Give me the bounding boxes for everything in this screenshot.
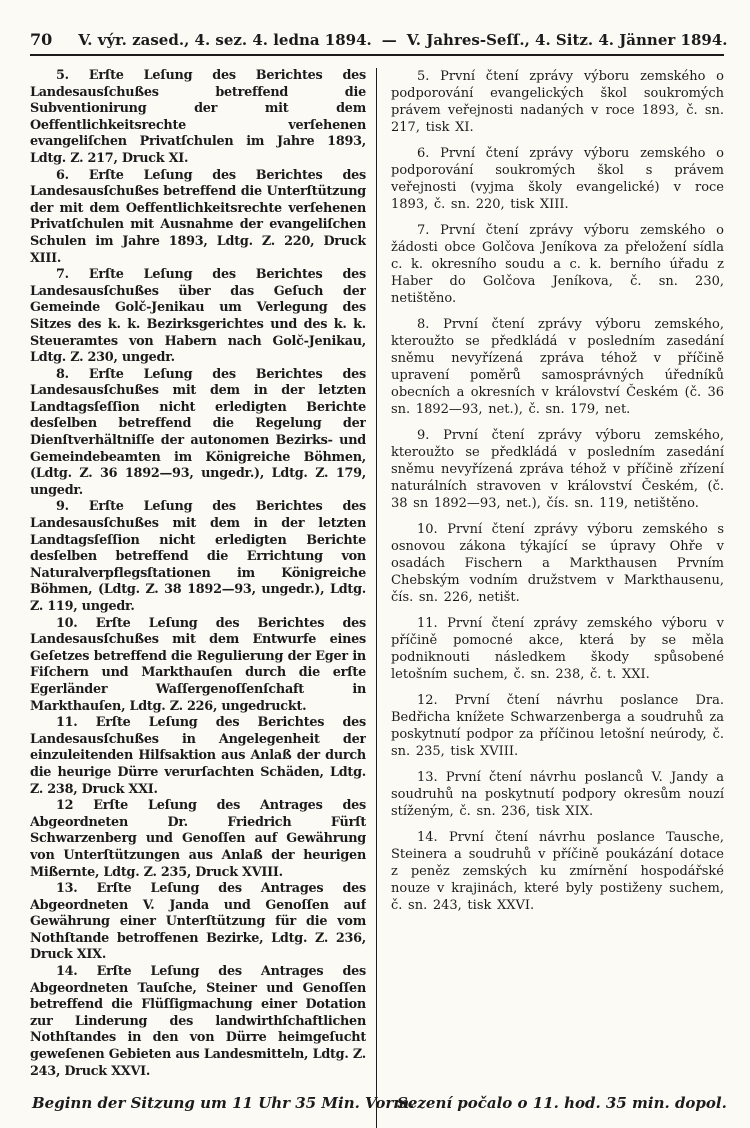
agenda-item-cs-7: 7. První čtení zprávy výboru zemského o žádosti obce Golčova Jeníkova za přeložení sídla c. k. okresního soudu a c. k. berního úřadu z Haber do Golčova Jeníkova, č. sn. 230, netištěno.	[391, 223, 724, 306]
agenda-item-cs-6: 6. První čtení zprávy výboru zemského o podporování soukromých škol s právem veřejnosti (vyjma školy evangelické) v roce 1893, č. sn. 220, tisk XIII.	[391, 146, 724, 212]
header-rule	[30, 54, 724, 56]
running-head	[30, 30, 728, 49]
agenda-item-cs-11: 11. První čtení zprávy zemského výboru v příčině pomocné akce, která by se měla podniknouti následkem škody spůsobené letošním suchem, č. sn. 238, č. t. XXI.	[391, 616, 724, 682]
session-start-czech: Sezení počalo o 11. hod. 35 min. dopol.	[397, 1094, 727, 1113]
running-head-german: V. Jahres-Seſſ., 4. Sitz. 4. Jänner 1894.	[406, 31, 728, 49]
agenda-item-cs-8: 8. První čtení zprávy výboru zemského, kteroužto se předkládá v posledním zasedání sněmu nevyřízená zpráva téhož v příčině upravení poměrů samosprávných úředníků obecních a okresních v království Českém (č. 36 sn. 1892—93, net.), č. sn. 179, net.	[391, 317, 724, 417]
agenda-item-de-12: 12 Erſte Leſung des Antrages des Abgeordneten Dr. Friedrich Fürſt Schwarzenberg und Genoſſen auf Gewährung von Unterſtützungen aus Anlaß der heurigen Mißernte, Ldtg. Z. 235, Druck XVIII.	[30, 798, 366, 880]
agenda-item-de-10: 10. Erſte Leſung des Berichtes des Landesausſchußes mit dem Entwurfe eines Geſetzes betreffend die Regulierung der Eger in Fiſchern und Markthauſen durch die erſte Egerländer Waſſergenoſſenſchaft in Markthauſen, Ldtg. Z. 226, ungedruckt.	[30, 615, 366, 714]
agenda-item-de-13: 13. Erſte Leſung des Antrages des Abgeordneten V. Janda und Genoſſen auf Gewährung einer Unterſtützung für die vom Nothſtande betroffenen Bezirke, Ldtg. Z. 236, Druck XIX.	[30, 881, 366, 963]
agenda-item-cs-13: 13. První čtení návrhu poslanců V. Jandy a soudruhů na poskytnutí podpory okresům nouzí stíženým, č. sn. 236, tisk XIX.	[391, 770, 724, 819]
agenda-item-cs-10: 10. První čtení zprávy výboru zemského s osnovou zákona týkající se úpravy Ohře v osadách Fischern a Markthausen Prvním Chebským vodním družstvem v Markthausenu, čís. sn. 226, netišt.	[391, 522, 724, 605]
agenda-item-de-14: 14. Erſte Leſung des Antrages des Abgeordneten Tauſche, Steiner und Genoſſen betreffend die Flüſſigmachung einer Dotation zur Linderung des landwirthſchaftlichen Nothſtandes in den von Dürre heimgeſucht geweſenen Gebieten aus Landesmitteln, Ldtg. Z. 243, Druck XXVI.	[30, 964, 366, 1079]
agenda-item-de-5: 5. Erſte Leſung des Berichtes des Landesausſchußes betreffend die Subventionirung der mit dem Oeffentlichkeitsrechte verſehenen evangeliſchen Privatſchulen im Jahre 1893, Ldtg. Z. 217, Druck XI.	[30, 68, 366, 166]
german-column	[30, 68, 415, 1128]
czech-column	[377, 68, 727, 1128]
agenda-item-de-8: 8. Erſte Leſung des Berichtes des Landesausſchußes mit dem in der letzten Landtagsſeſſion nicht erledigten Berichte desſelben betreffend die Regelung der Dienſtverhältniſſe der autonomen Bezirks- und Gemeindebeamten im Königreiche Böhmen, (Ldtg. Z. 36 1892—93, ungedr.), Ldtg. Z. 179, ungedr.	[30, 366, 366, 498]
page-number: 70	[30, 30, 53, 49]
session-start-german: Beginn der Sitzung um 11 Uhr 35 Min. Vorm.	[32, 1094, 415, 1113]
czech-agenda-items	[391, 68, 724, 1080]
agenda-item-cs-14: 14. První čtení návrhu poslance Tausche, Steinera a soudruhů v příčině poukázání dotace z peněz zemských ku zmírnění hospodářské nouze v krajinách, které byly postiženy suchem, č. sn. 243, tisk XXVI.	[391, 830, 724, 913]
two-column-body	[30, 68, 727, 1113]
agenda-item-cs-12: 12. První čtení návrhu poslance Dra. Bedřicha knížete Schwarzenberga a soudruhů za poskytnutí podpor za příčinou letošní neúrody, č. sn. 235, tisk XVIII.	[391, 693, 724, 759]
agenda-item-cs-9: 9. První čtení zprávy výboru zemského, kteroužto se předkládá v posledním zasedání sněmu nevyřízená zpráva téhož v příčině zřízení naturálních stravoven v království Českém, (č. 38 sn 1892—93, net.), čís. sn. 119, netištěno.	[391, 428, 724, 511]
agenda-item-de-11: 11. Erſte Leſung des Berichtes des Landesausſchußes in Angelegenheit der einzuleitenden Hilfsaktion aus Anlaß der durch die heurige Dürre verurſachten Schäden, Ldtg. Z. 238, Druck XXI.	[30, 715, 366, 797]
agenda-item-de-9: 9. Erſte Leſung des Berichtes des Landesausſchußes mit dem in der letzten Landtagsſeſſion nicht erledigten Berichte desſelben betreffend die Errichtung von Naturalverpflegsſtationen im Königreiche Böhmen, (Ldtg. Z. 38 1892—93, ungedr.), Ldtg. Z. 119, ungedr.	[30, 499, 366, 614]
running-head-separator: —	[381, 31, 397, 49]
agenda-item-de-7: 7. Erſte Leſung des Berichtes des Landesausſchußes über das Geſuch der Gemeinde Golč-Jenikau um Verlegung des Sitzes des k. k. Bezirksgerichtes und des k. k. Steueramtes von Habern nach Golč-Jenikau, Ldtg. Z. 230, ungedr.	[30, 267, 366, 366]
running-head-czech: V. výr. zased., 4. sez. 4. ledna 1894.	[78, 31, 372, 49]
agenda-item-de-6: 6. Erſte Leſung des Berichtes des Landesausſchußes betreffend die Unterſtützung der mit dem Oeffentlichkeitsrechte verſehenen Privatſchulen mit Ausnahme der evangeliſchen Schulen im Jahre 1893, Ldtg. Z. 220, Druck XIII.	[30, 167, 366, 266]
agenda-item-cs-5: 5. První čtení zprávy výboru zemského o podporování evangelických škol soukromých právem veřejnosti nadaných v roce 1893, č. sn. 217, tisk XI.	[391, 69, 724, 135]
german-agenda-items	[30, 68, 366, 1080]
